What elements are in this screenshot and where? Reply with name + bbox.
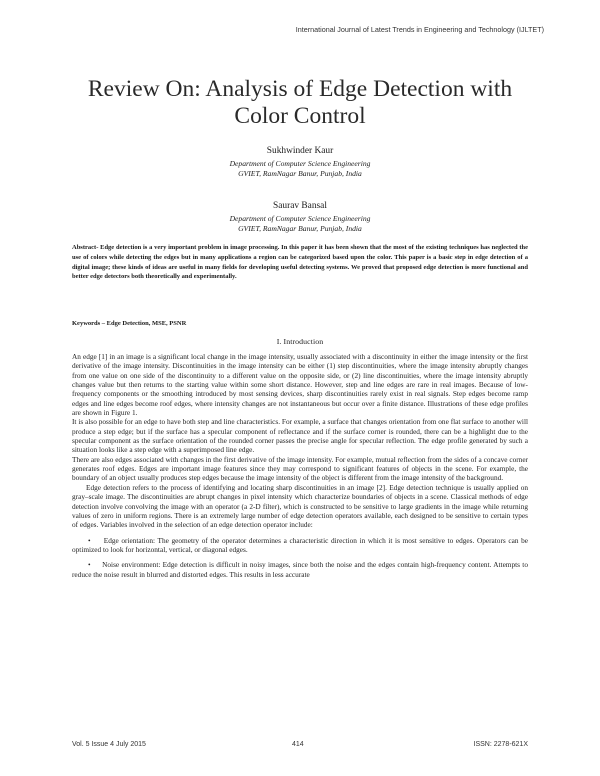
author-department: Department of Computer Science Engineering bbox=[229, 214, 371, 223]
body-text bbox=[72, 352, 528, 579]
title-line-2: Color Control bbox=[234, 103, 366, 129]
bullet-item bbox=[72, 560, 528, 579]
bullet-icon: • bbox=[88, 560, 91, 570]
footer-page-number: 414 bbox=[292, 741, 304, 748]
author-name: Sukhwinder Kaur bbox=[266, 146, 334, 156]
journal-header: International Journal of Latest Trends in Engineering and Technology (IJLTET) bbox=[295, 25, 544, 34]
bullet-text: Noise environment: Edge detection is difficult in noisy images, since both the noise and the edges contain high-frequency content. Attempts to reduce the noise result in blurred and distorted edges. This results in less accurate bbox=[72, 560, 528, 579]
author-institution: GVIET, RamNagar Banur, Punjab, India bbox=[238, 169, 362, 178]
footer-issn: ISSN: 2278-621X bbox=[473, 741, 528, 748]
paragraph: An edge [1] in an image is a significant local change in the image intensity, usually associated with a discontinuity in either the image intensity or the first derivative of the image intensity. Discontinuities in the image intensity can be either (1) step discontinuities, where the image intensity abruptly changes from one value on one side of the discontinuity to a different value on the opposite side, or (2) line discontinuities, where the image intensity abruptly changes value but then returns to the starting value within some short distance. However, step and line edges are rare in real images. Because of low-frequency components or the smoothing introduced by most sensing devices, sharp discontinuities rarely exist in real signals. Step edges become ramp edges and line edges become roof edges, where intensity changes are not instantaneous but occur over a finite distance. Illustrations of these edge profiles are shown in Figure 1. bbox=[72, 352, 528, 418]
abstract: Abstract- Edge detection is a very important problem in image processing. In this paper it has been shown that the most of the existing techniques has neglected the use of colors while detecting the edges but in many applications a region can be categorized based upon the color. This paper is a basic step in edge detection of a digital image; these kinds of ideas are useful in many fields for developing useful detecting systems. We proved that proposed edge detection is more functional and better edge detectors both theoretically and experimentally. bbox=[72, 244, 528, 281]
paper-title bbox=[40, 76, 560, 130]
author-department: Department of Computer Science Engineering bbox=[229, 159, 371, 168]
paragraph: Edge detection refers to the process of identifying and locating sharp discontinuities in an image [2]. Edge detection technique is usually applied on gray–scale image. The discontinuities are abrupt changes in pixel intensity which characterize boundaries of objects in a scene. Classical methods of edge detection involve convolving the image with an operator (a 2-D filter), which is constructed to be sensitive to large gradients in the image while returning values of zero in uniform regions. There is an extremely large number of edge detection operators available, each designed to be sensitive to certain types of edges. Variables involved in the selection of an edge detection operator include: bbox=[72, 482, 528, 530]
bullet-text: Edge orientation: The geometry of the operator determines a characteristic direction in which it is most sensitive to edges. Operators can be optimized to look for horizontal, vertical, or diagonal edges. bbox=[72, 535, 529, 554]
paragraph: There are also edges associated with changes in the first derivative of the image intensity. For example, mutual reflection from the sides of a concave corner generates roof edges. Edges are important image features since they may correspond to significant features of objects in the scene. For example, the boundary of an object usually produces step edges because the image intensity of the object is different from the image intensity of the background. bbox=[72, 454, 528, 483]
bullet-item bbox=[72, 536, 528, 555]
keywords: Keywords – Edge Detection, MSE, PSNR bbox=[72, 320, 187, 327]
paragraph: It is also possible for an edge to have both step and line characteristics. For example, a surface that changes orientation from one flat surface to another will produce a step edge; but if the surface has a specular component of reflectance and if the surface corner is rounded, there can be a highlight due to the specular component as the surface orientation of the rounded corner passes the precise angle for specular reflection. The edge profile generated by such a situation looks like a step edge with a superimposed line edge. bbox=[72, 417, 528, 455]
bullet-icon: • bbox=[88, 535, 91, 545]
title-line-1: Review On: Analysis of Edge Detection with bbox=[87, 76, 513, 102]
author-name: Saurav Bansal bbox=[273, 201, 327, 211]
footer-volume: Vol. 5 Issue 4 July 2015 bbox=[72, 741, 146, 748]
section-heading: I. Introduction bbox=[276, 337, 324, 346]
author-institution: GVIET, RamNagar Banur, Punjab, India bbox=[238, 224, 362, 233]
